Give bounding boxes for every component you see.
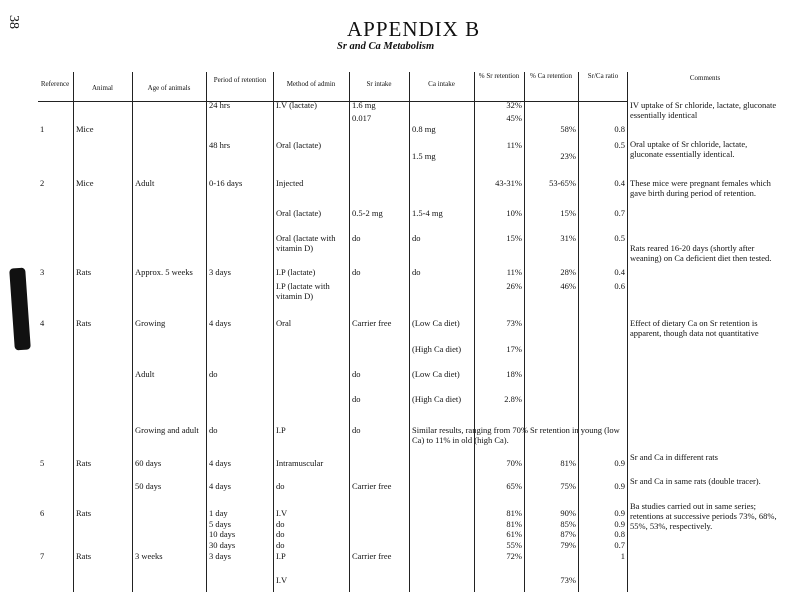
table-cell-sr: do bbox=[352, 394, 361, 404]
table-cell-ca: do bbox=[412, 233, 421, 243]
table-cell-period: 0-16 days bbox=[209, 178, 243, 188]
table-cell-pca: 73% bbox=[560, 575, 576, 585]
table-cell-method: Oral (lactate with vitamin D) bbox=[276, 233, 336, 253]
table-cell-pca: 53-65% bbox=[549, 178, 576, 188]
table-cell-age: Growing and adult bbox=[135, 425, 199, 435]
table-cell-animal: Rats bbox=[76, 267, 92, 277]
table-cell-psr: 70% bbox=[506, 458, 522, 468]
table-cell-pca: 81% bbox=[560, 458, 576, 468]
table-cell-ref: 5 bbox=[40, 458, 45, 468]
table-cell-ratio: 0.9 bbox=[614, 458, 625, 468]
header-comments: Comments bbox=[689, 74, 721, 82]
table-cell-age: 50 days bbox=[135, 481, 162, 491]
table-cell-pca: 90% bbox=[560, 508, 576, 518]
table-cell-psr: 43-31% bbox=[495, 178, 522, 188]
table-cell-ca: (Low Ca diet) bbox=[412, 318, 460, 328]
table-cell-psr: 55% bbox=[506, 540, 522, 550]
table-cell-method: Oral (lactate) bbox=[276, 208, 322, 218]
comment: Rats reared 16-20 days (shortly after weaning) on Ca deficient diet then tested. bbox=[630, 243, 772, 263]
col-rule bbox=[273, 72, 274, 592]
table-cell-pca: 23% bbox=[560, 151, 576, 161]
table-cell-pca: 46% bbox=[560, 281, 576, 291]
table-cell-ratio: 1 bbox=[620, 551, 625, 561]
table-cell-ca: 0.8 mg bbox=[412, 124, 436, 134]
table-cell-ref: 7 bbox=[40, 551, 45, 561]
comment: Sr and Ca in same rats (double tracer). bbox=[630, 476, 761, 486]
header-age: Age of animals bbox=[147, 84, 191, 92]
table-cell-method: do bbox=[276, 481, 285, 491]
table-cell-pca: 58% bbox=[560, 124, 576, 134]
table-cell-pca: 31% bbox=[560, 233, 576, 243]
table-cell-period: 48 hrs bbox=[209, 140, 231, 150]
page-number: 38 bbox=[6, 15, 21, 29]
table-cell-psr: 72% bbox=[506, 551, 522, 561]
table-cell-animal: Mice bbox=[76, 178, 94, 188]
table-cell-ratio: 0.9 bbox=[614, 508, 625, 518]
table-cell-ratio: 0.8 bbox=[614, 124, 625, 134]
col-rule bbox=[474, 72, 475, 592]
table-cell-ref: 2 bbox=[40, 178, 45, 188]
table-cell-ref: 3 bbox=[40, 267, 45, 277]
table-cell-psr: 11% bbox=[506, 140, 522, 150]
table-cell-ratio: 0.9 bbox=[614, 481, 625, 491]
table-cell-psr: 18% bbox=[506, 369, 522, 379]
table-cell-animal: Mice bbox=[76, 124, 94, 134]
table-cell-pca: 79% bbox=[560, 540, 576, 550]
table-cell-pca: 87% bbox=[560, 529, 576, 539]
table-cell-ref: 4 bbox=[40, 318, 45, 328]
comment: Effect of dietary Ca on Sr retention is apparent, though data not quantitative bbox=[630, 318, 759, 338]
table-cell-method: I.P (lactate with vitamin D) bbox=[276, 281, 330, 301]
table-cell-pca: 75% bbox=[560, 481, 576, 491]
table-cell-ratio: 0.4 bbox=[614, 267, 625, 277]
table-cell-ratio: 0.6 bbox=[614, 281, 625, 291]
table-cell-method: do bbox=[276, 529, 285, 539]
table-cell-period: 5 days bbox=[209, 519, 231, 529]
table-cell-ratio: 0.5 bbox=[614, 233, 625, 243]
table-cell-period: 30 days bbox=[209, 540, 236, 550]
table-cell-psr: 2.8% bbox=[504, 394, 522, 404]
header-period: Period of retention bbox=[213, 76, 267, 84]
table-cell-ca: (High Ca diet) bbox=[412, 344, 462, 354]
table-cell-psr: 61% bbox=[506, 529, 522, 539]
col-rule bbox=[627, 72, 628, 592]
table-cell-sr: do bbox=[352, 369, 361, 379]
table-cell-psr: 81% bbox=[506, 519, 522, 529]
table-cell-sr: Carrier free bbox=[352, 481, 392, 491]
table-cell-animal: Rats bbox=[76, 551, 92, 561]
table-cell-age: 3 weeks bbox=[135, 551, 163, 561]
col-rule bbox=[73, 72, 74, 592]
col-rule bbox=[206, 72, 207, 592]
table-cell-period: 4 days bbox=[209, 318, 231, 328]
table-cell-ca: (Low Ca diet) bbox=[412, 369, 460, 379]
table-cell-method: I.V (lactate) bbox=[276, 100, 317, 110]
table-cell-psr: 45% bbox=[506, 113, 522, 123]
table-cell-psr: 11% bbox=[506, 267, 522, 277]
table-cell-ref: 6 bbox=[40, 508, 45, 518]
table-cell-method: I.P bbox=[276, 425, 286, 435]
col-rule bbox=[578, 72, 579, 592]
table-cell-period: do bbox=[209, 425, 218, 435]
table-cell-method: do bbox=[276, 540, 285, 550]
table-cell-ca: 1.5-4 mg bbox=[412, 208, 443, 218]
table-cell-method: Intramuscular bbox=[276, 458, 324, 468]
table-cell-method: Injected bbox=[276, 178, 304, 188]
table-cell-method: I.P bbox=[276, 551, 286, 561]
table-cell-psr: 15% bbox=[506, 233, 522, 243]
table-cell-age: Adult bbox=[135, 369, 155, 379]
table-cell-psr: 32% bbox=[506, 100, 522, 110]
header-sr-intake: Sr intake bbox=[366, 80, 392, 88]
table-cell-method: I.V bbox=[276, 575, 288, 585]
table-cell-psr: 81% bbox=[506, 508, 522, 518]
table-cell-ratio: 0.8 bbox=[614, 529, 625, 539]
table-cell-period: do bbox=[209, 369, 218, 379]
table-cell-sr: do bbox=[352, 425, 361, 435]
table-cell-sr: Carrier free bbox=[352, 318, 392, 328]
table-cell-period: 4 days bbox=[209, 481, 231, 491]
table-cell-period: 1 day bbox=[209, 508, 228, 518]
col-rule bbox=[409, 72, 410, 592]
table-cell-age: Adult bbox=[135, 178, 155, 188]
scan-mark bbox=[9, 268, 31, 351]
table-cell-ca: 1.5 mg bbox=[412, 151, 436, 161]
table-cell-animal: Rats bbox=[76, 318, 92, 328]
table-cell-method: Oral (lactate) bbox=[276, 140, 322, 150]
table-cell-method: do bbox=[276, 519, 285, 529]
table-cell-pca: 85% bbox=[560, 519, 576, 529]
header-sr-ca-ratio: Sr/Ca ratio bbox=[587, 72, 619, 80]
table-cell-sr: do bbox=[352, 267, 361, 277]
table-cell-ratio: 0.4 bbox=[614, 178, 625, 188]
table-cell-ratio: 0.7 bbox=[614, 208, 625, 218]
comment: Ba studies carried out in same series; retentions at successive periods 73%, 68%, 55%, 53%, respectively. bbox=[630, 501, 777, 531]
table-cell-age: 60 days bbox=[135, 458, 162, 468]
table-cell-ratio: 0.5 bbox=[614, 140, 625, 150]
header-reference: Reference bbox=[40, 80, 70, 88]
table-cell-period: 10 days bbox=[209, 529, 236, 539]
table-cell-pca: 15% bbox=[560, 208, 576, 218]
table-cell-ca: Similar results, ranging from 70% Sr retention in young (low Ca) to 11% in old (high Ca). bbox=[412, 425, 620, 445]
table-cell-ratio: 0.9 bbox=[614, 519, 625, 529]
table-cell-method: Oral bbox=[276, 318, 292, 328]
table-cell-ca: (High Ca diet) bbox=[412, 394, 462, 404]
comment: Sr and Ca in different rats bbox=[630, 452, 718, 462]
col-rule bbox=[524, 72, 525, 592]
table-cell-pca: 28% bbox=[560, 267, 576, 277]
table-cell-sr: 0.017 bbox=[352, 113, 372, 123]
col-rule bbox=[132, 72, 133, 592]
table-cell-sr: Carrier free bbox=[352, 551, 392, 561]
col-rule bbox=[349, 72, 350, 592]
page-subtitle: Sr and Ca Metabolism bbox=[337, 41, 435, 52]
table-cell-period: 24 hrs bbox=[209, 100, 231, 110]
table-cell-age: Approx. 5 weeks bbox=[135, 267, 193, 277]
table-cell-period: 4 days bbox=[209, 458, 231, 468]
header-pct-sr: % Sr retention bbox=[478, 72, 520, 80]
table-cell-age: Growing bbox=[135, 318, 166, 328]
table-cell-method: I.P (lactate) bbox=[276, 267, 316, 277]
table-cell-psr: 73% bbox=[506, 318, 522, 328]
table-cell-psr: 26% bbox=[506, 281, 522, 291]
header-method: Method of admin bbox=[286, 80, 336, 88]
header-animal: Animal bbox=[92, 84, 113, 92]
table-cell-animal: Rats bbox=[76, 508, 92, 518]
comment: Oral uptake of Sr chloride, lactate, gluconate essentially identical. bbox=[630, 139, 748, 159]
table-cell-psr: 17% bbox=[506, 344, 522, 354]
header-ca-intake: Ca intake bbox=[428, 80, 455, 88]
table-cell-ca: do bbox=[412, 267, 421, 277]
table-cell-sr: 0.5-2 mg bbox=[352, 208, 383, 218]
table-cell-ref: 1 bbox=[40, 124, 45, 134]
table-cell-animal: Rats bbox=[76, 458, 92, 468]
table-cell-sr: do bbox=[352, 233, 361, 243]
table-cell-psr: 65% bbox=[506, 481, 522, 491]
table-cell-method: I.V bbox=[276, 508, 288, 518]
table-cell-psr: 10% bbox=[506, 208, 522, 218]
page-title: APPENDIX B bbox=[347, 17, 481, 41]
table-cell-sr: 1.6 mg bbox=[352, 100, 376, 110]
table-cell-period: 3 days bbox=[209, 267, 231, 277]
comment: IV uptake of Sr chloride, lactate, gluconate essentially identical bbox=[630, 100, 777, 120]
table-cell-ratio: 0.7 bbox=[614, 540, 625, 550]
header-pct-ca: % Ca retention bbox=[530, 72, 572, 80]
comment: These mice were pregnant females which gave birth during period of retention. bbox=[630, 178, 771, 198]
table-cell-period: 3 days bbox=[209, 551, 231, 561]
